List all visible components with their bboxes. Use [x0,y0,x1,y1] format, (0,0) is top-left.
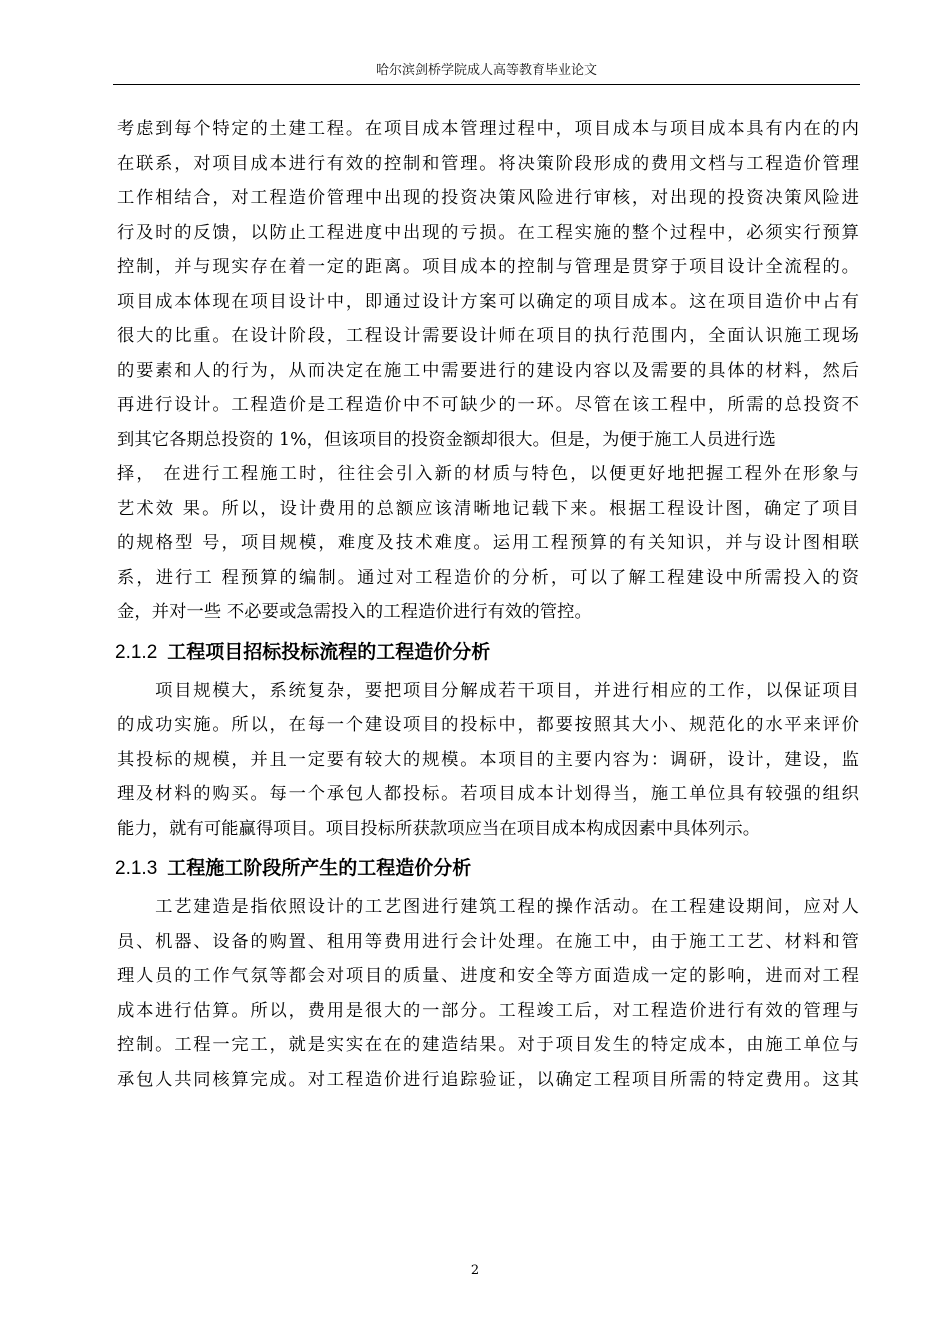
section-heading-2-1-2 [115,630,859,674]
text-line: 在联系，对项目成本进行有效的控制和管理。将决策阶段形成的费用文档与工程造价管理 [117,153,859,174]
text-line: 很大的比重。在设计阶段，工程设计需要设计师在项目的执行范围内，全面认识施工现场 [117,326,859,346]
text-line: 理人员的工作气氛等都会对项目的质量、进度和安全等方面造成一定的影响，进而对工程 [117,966,859,986]
text-line: 工艺建造是指依照设计的工艺图进行建筑工程的操作活动。在工程建设期间，应对人 [117,897,859,917]
text-line: 项目规模大，系统复杂，要把项目分解成若干项目，并进行相应的工作，以保证项目 [117,680,859,701]
text-line: 系，进行工 程预算的编制。通过对工程造价的分析，可以了解工程建设中所需投入的资 [117,567,859,588]
section-title: 工程施工阶段所产生的工程造价分析 [167,857,472,879]
text-line: 择， 在进行工程施工时，往往会引入新的材质与特色，以便更好地把握工程外在形象与 [117,464,859,484]
text-line: 行及时的反馈，以防止工程进度中出现的亏损。在工程实施的整个过程中，必须实行预算 [117,222,859,243]
paragraph-bidding [117,674,859,847]
text-line: 的成功实施。所以，在每一个建设项目的投标中，都要按照其大小、规范化的水平来评价 [117,715,859,735]
section-heading-2-1-3 [115,846,859,890]
text-line: 承包人共同核算完成。对工程造价进行追踪验证，以确定工程项目所需的特定费用。这其 [117,1069,859,1090]
section-title: 工程项目招标投标流程的工程造价分析 [167,640,491,663]
text-line: 工作相结合，对工程造价管理中出现的投资决策风险进行审核，对出现的投资决策风险进 [117,188,859,208]
paragraph-construction-phase [117,890,859,1097]
text-line: 其投标的规模，并且一定要有较大的规模。本项目的主要内容为：调研，设计，建设，监 [117,749,859,770]
text-line: 的要素和人的行为，从而决定在施工中需要进行的建设内容以及需要的具体的材料，然后 [117,360,859,381]
text-line: 的规格型 号，项目规模，难度及技术难度。运用工程预算的有关知识，并与设计图相联 [117,533,859,553]
text-line: 到其它各期总投资的 1%，但该项目的投资金额却很大。但是，为便于施工人员进行选 [117,429,776,450]
paragraph-cost-control [117,112,859,630]
text-line: 项目成本体现在项目设计中，即通过设计方案可以确定的项目成本。这在项目造价中占有 [117,291,859,312]
section-number: 2.1.2 [115,641,158,663]
text-line: 再进行设计。工程造价是工程造价中不可缺少的一环。尽管在该工程中，所需的总投资不 [117,395,859,415]
document-body [117,112,859,1097]
section-number: 2.1.3 [115,858,158,879]
text-line: 能力，就有可能赢得项目。项目投标所获款项应当在项目成本构成因素中具体列示。 [117,818,761,839]
page-number: 2 [470,1263,480,1278]
text-line: 员、机器、设备的购置、租用等费用进行会计处理。在施工中，由于施工工艺、材料和管 [117,931,859,952]
text-line: 控制，并与现实存在着一定的距离。项目成本的控制与管理是贯穿于项目设计全流程的。 [117,257,859,277]
text-line: 成本进行估算。所以，费用是很大的一部分。工程竣工后，对工程造价进行有效的管理与 [117,1000,859,1021]
text-line: 理及材料的购买。每一个承包人都投标。若项目成本计划得当，施工单位具有较强的组织 [117,784,859,804]
text-line: 考虑到每个特定的土建工程。在项目成本管理过程中，项目成本与项目成本具有内在的内 [117,119,859,139]
text-line: 艺术效 果。所以，设计费用的总额应该清晰地记载下来。根据工程设计图，确定了项目 [117,498,859,519]
header-divider [113,84,860,85]
running-header: 哈尔滨剑桥学院成人高等教育毕业论文 [375,63,597,78]
text-line: 控制。工程一完工，就是实实在在的建造结果。对于项目发生的特定成本，由施工单位与 [117,1035,859,1055]
text-line: 金，并对一些 不必要或急需投入的工程造价进行有效的管控。 [117,602,592,622]
